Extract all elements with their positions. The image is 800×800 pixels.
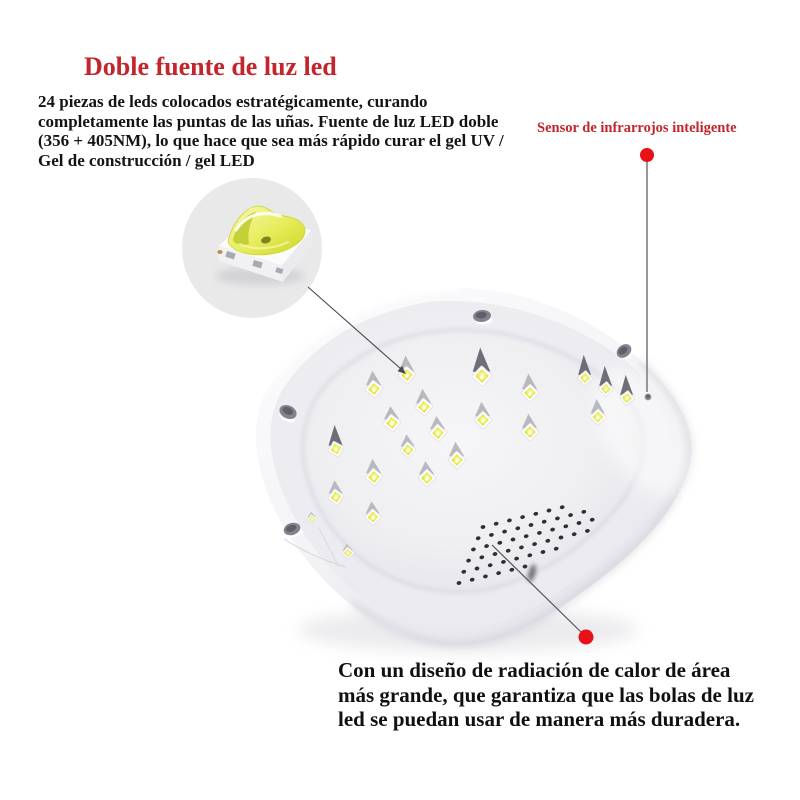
heat-line: más grande, que garantiza que las bolas de luz — [338, 682, 754, 707]
intro-line: (356 + 405NM), lo que hace que sea más rápido curar el gel UV / — [38, 131, 504, 151]
sensor-callout-label: Sensor de infrarrojos inteligente — [537, 120, 737, 136]
intro-line: completamente las puntas de las uñas. Fuente de luz LED doble — [38, 111, 499, 131]
heat-line: led se puedan usar de manera más duradera. — [338, 707, 741, 731]
intro-line: 24 piezas de leds colocados estratégicamente, curando — [38, 92, 428, 111]
intro-line: Gel de construcción / gel LED — [38, 150, 255, 170]
heat-callout-paragraph — [338, 658, 754, 732]
heat-line: Con un diseño de radiación de calor de área — [338, 658, 731, 682]
red-dot — [640, 148, 654, 162]
sensor-callout-line — [640, 148, 654, 392]
intro-paragraph — [38, 92, 504, 170]
red-dot — [579, 630, 594, 645]
ir-sensor-hole — [645, 394, 652, 401]
page-title: Doble fuente de luz led — [84, 52, 337, 81]
led-inset — [182, 178, 322, 318]
